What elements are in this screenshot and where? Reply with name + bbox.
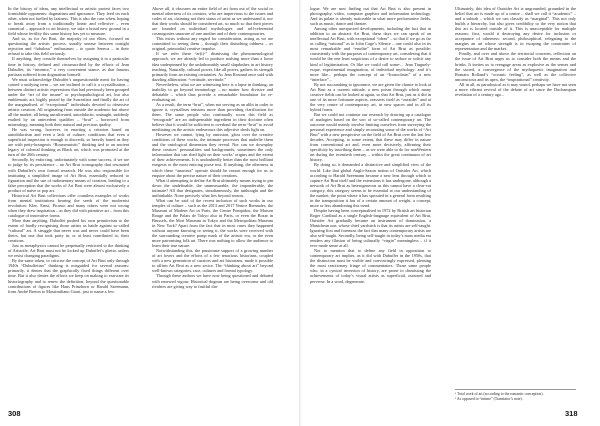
left-page-column-2 xyxy=(152,6,273,406)
footnote-1: ¹ Total work of art (according to the romantic conception). xyxy=(455,392,544,396)
paragraph: In the history of ideas, any intellectual or artistic protest faces two formidable opponents: dogmatism and ignorance. They feed on each other, when not fuelled by laziness. This is also the case when, hoping to break away from a traditionally linear and reflexive – even canonical – approach to art history, we take a broad new ground in a field whose fertility this same history has yet to measure. xyxy=(8,6,129,37)
paragraph: And so, as for Art Brut, the majority of our élites, focused on questioning the artistic process, usually unease between outright rejection and “fabulous” enthusiasm – to quote Seneca – in their refusal to take this field seriously. xyxy=(8,36,129,57)
paragraph: Not to mention that to define any field in opposition to contemporary art implies, as it did with Dubuffet in the 1950s, that the distinction must be visible and convincingly expressed, pleasing the most reactionary fringe of commentators. Those same people who, in a cynical inversion of history, are prone to dismissing the achievements of today’s visual artists as superficial, outsized and perverse. In a word, degenerate. xyxy=(310,248,431,284)
paragraph: Secondly, by enforcing, unfortunately with some success, if we are to judge by its persistence – an Art Brut iconography that resonated with Dubuffet’s own formal research. He was also responsible for instituting a simplified image of Art Brut, essentially reduced to figuration and the use of rudimentary means of creation, leading to a false perception that the works of Art Brut were almost exclusively a product of naïve or pop art. xyxy=(8,157,129,193)
paragraph: He was wrong, however, in enacting a criterion based on autodidactism and even a lack of culture, conditions that even a superficial inspection is enough to discredit, so heavily based as they are with petty-bourgeois “Rousseauistic” thinking tied to an ancient legacy of colonial thinking as Black art, which was promoted at the turn of the 20th century. xyxy=(8,127,129,158)
page-number-right: 318 xyxy=(565,409,578,418)
paragraph: More than anything, Dubuffet pushed his own primitivism to the extent of hardly recognising those artists as battle against so-called “cultural” art. A struggle that never was and never could have been theirs, but one that took party in, or at least contributed to, their creations. xyxy=(8,217,129,244)
paragraph: Nevertheless, what we are witnessing here is a lapse in thinking, an inability to go beyond terminology – no matter how divisive and debatable – which thus provide a remarkable foundation for re-evaluating art. xyxy=(152,81,273,102)
paragraph: What if attempting to define Art Brut ultimately means trying to pin down the undefinable, the unmeasurable, the imponderable, the intimate? All that designates, simultaneously, the unthought and the unthinkable. None precisely what lies beyond reason. xyxy=(152,177,273,198)
paragraph: This exists without any regard for consideration, acting as we are committed to seeing them – through their disturbing oddness – as original, primordial creative impulse. xyxy=(152,36,273,52)
paragraph: However we cannot, lying by omission, gloss over the creative conditions of these works, the intimate processes that underlie them and the ontological dimension they reveal. Nor can we downplay these creators’ personalities and backgrounds, sometimes the only information that can shed light on their works’ origins and the extent of their achievements. It is undoubtedly better than the most brilliant exegesis or the most enticing prose text. If anything, the otherness in which these “anartists” operate should be reason enough for us to enquire about the precise nature of their creations. xyxy=(152,132,273,178)
paragraph: Despite having been conceptualised in 1972 by British art historian Roger Cardinal as a single English-language equivalent of Art Brut, Outsider Art gradually became an instrument of domination, a Manichean one, whose chief yardstick is that its artists are self-taught. Ignoring first and foremost the fact that many contemporary artists are also self-taught. Secondly, being self-taught in today’s mass media era renders any illusion of being culturally “virgin” meaningless – if it ever made sense at all. xyxy=(310,207,431,249)
paragraph: Finally, and over and above the territorial concerns, reflection on the issue of Art Brut urges us to consider both the means and the brinks. It invites us to reengage areas as explosive as the senses and the sacred, a convergence of the mythopoetic imagination and Romain Rolland’s “oceanic feeling”, as well as the collective unconscious and its apex, the “inspirational” creativity. xyxy=(455,51,576,82)
paragraph: What can be said of the recent inclusion of such works in our temples of culture – such as the 2013 and 2017 Venice Biennales, the Museum of Modern Art in Paris, the Centre Pompidou, the Maison Rouge and the Palais de Tokyo also in Paris, or even the Bozar in Brussels, the Mori Museum in Tokyo and the Metropolitan Museum in New York? Apart from the fact that in most cases they happened without anyone knowing or seeing it, the works were received with the surrounding creative pomp mark of the artistic era, or the even more patronising folk art. There was nothing to allow the audience to learn their true nature. xyxy=(152,197,273,249)
right-page-column-1 xyxy=(310,6,431,406)
paragraph: Among other unexpected developments, including the fact that in addition to an abstract Art Brut, these days we can speak of an intellectual Art Brut, with exceptional “ideas” – so that if we go as far as calling “rational” as in John Cage’s Silence – one could also in its most remarkable and “erudite” form of Art Brut as possible: consistently with the purposes of contemporary art, considering that it would be the one least suspicious of a desire to seduce or solicit any kind of legitimisation. Or like we could call some-... Jean Tinguely-esque, experimental imagination, of individual mythology: and it’s more like... perhaps the concept of an “Iconoclasm” of a new “interface”... xyxy=(310,26,431,82)
paragraph: By the same token, to criticise the concept of Art Brut only through 1940s “Dubuffetian” thinking is misguided for several reasons: primarily, it denies that the graphically fixed things different over time. But it also denies the efforts we keep on making to extricate its historiography and to renew the definition, beyond the questionable contributions of figures like Hans Prinzhorn or Harald Szeemann, from André Breton to Massimiliano Gioni, just to name a few. xyxy=(8,258,129,294)
footnote-2: ² As opposed to “intime” (Translator’s note). xyxy=(455,396,523,401)
page-number-left: 308 xyxy=(8,409,21,418)
paragraph: If we refer these “ar(t)-” dismissing the phenomenological approach, we are already led to produce nothing more than a loose idea underpinned by the unfathomably small slapdashes in art history teaching. Naturally, cultural power, like all power, gathers its strength primarily from an existing certainties. As Jean Rostand once said with dazzling alliteration: “certitude, servitude.” xyxy=(152,51,273,82)
paragraph: Notwithstanding this, the passionate support of a growing number of art lovers and the efforts of a few tenacious historians, coupled with a new generation of curators and art historians, made it possible to affirm Art Brut as a new sector. The “thinking about art” beyond well-known categories, race, cultures and formal typology. xyxy=(152,248,273,274)
paragraph: Through these authors we have now being questioned and debated with renewed vigour. Historical dogmas are being overcome and old rivalries are giving way to fruitful dia- xyxy=(152,273,273,289)
paragraph: Above all, it obscures an entire field of art from out of the social or mental otherness of its creators, who are impervious to the issues and codes of art, claiming not their status of artist as we understand it, nor that their works should be considered art, so much so that their pieces are founded on individual mythologies and self-referential cosmogonies unaware of one another and of their contemporaries. xyxy=(152,6,273,37)
paragraph: As a result, the term “brut”, when not serving as an alibi in order to ignore it, crystallises tensions more than providing clarification for them. The same people who continually scorn this field as “retrograde” are an indispensable ingredient in their doctrine often believe that it would be sufficient to overhaul the term “brut” to avoid meditating on the artistic endeavours this adjective sheds light on. xyxy=(152,101,273,133)
paragraph: By not succumbing to ignorance, we are given the chance to look at Art Brut as a current attitude, a new prism through which many creative fields can be looked at again, so that Art Brut, just as it did in one of its more fortunate aspects, reasserts itself as “outsider” and at the very centre of contemporary art, in new spaces and in all its hybrid forms. xyxy=(310,81,431,112)
paragraph: logue. We are now finding out that Art Brut is also present in photography, video, computer graphics and information technology. And its palate is already noticeable in what more performative fields, such as music, dance and theatre. xyxy=(310,6,431,27)
paragraph: If anything, they console themselves by assigning it to a particular time in history, defined and circumscribed by the efforts of Jean Dubuffet, its “inventor,” a very convenient stance, as that famous partisan suffered from dogmatism himself. xyxy=(8,56,129,77)
paragraph: But we could not continue our research by drawing up a catalogue of analogies based on the sort of so-called contemporary art. The outcome would mainly involve limiting ourselves from surveying the personal experience and simply recounting some of the works of “Art Brut” with a new perspective on the field of Art Brut over the last few decades. Accepting, to some extent, that these may differ in nature from conventional art and, even more decisively, affirming their specificity by inscribing them – as we were able to do for nonWestern art during the twentieth century – within the great continuum of art history. xyxy=(310,111,431,163)
right-page-column-2 xyxy=(455,6,576,406)
paragraph: All in all, as paradoxical as it may sound, perhaps we have not seen a more vibrant revival of the debate of art since the Duchampian revelation of a century ago... xyxy=(455,81,576,97)
left-page-column-1 xyxy=(8,6,129,406)
paragraph: By doing so, it demanded a distinctive and simplified view of the world. Like that global Anglo-Saxon notion of Outsider Art, which according to Harald Szeemann became a new lens through which to capture Art Brut itself and the extensions it has undergone, although a network of Art Brut as heterogeneous as this cannot have a clear-cut category, this category seems to be essential to our understanding of the market; the point where it has sprouted in a general form resulting in the transposition it has of a certain amount of weight, a concept, more or less abandoning this trend. xyxy=(310,162,431,208)
paragraph: Just as metaphysics cannot be perpetually restricted to the thinking of Aristotle, Art Brut must not be locked up Dubuffet’s ghetto, unless we resist changing paradigms. xyxy=(8,243,129,259)
book-spine xyxy=(299,0,301,426)
footnotes xyxy=(455,389,576,401)
paragraph: Ultimately, this idea of Outsider Art is ungrounded, grounded in the belief that art is made up of a centre – shall we call it “academic” – and a suburb – which we can classify as “marginal”. This not only builds a hierarchy, but also gives credibility to the very notion that this art is located outside of it. This is unacceptable for multiple reasons: first, would it destroying any desire for inclusion or acceptance of otherness: second, philosophical, relegating to the margins an art whose strength is in escaping the constraints of representation and the market. xyxy=(455,6,576,52)
paragraph: We must acknowledge Dubuffet’s unquestionable merit for having coined a unifying term – we are inclined to call it a crystallisation – between distinct artistic expressions that had previously been grouped under the “art of the insane” or psychopathological art, but also emblematic art, highly prized by the Surrealists and finally the art of the marginalised, of “exceptional” individuals devoted to obsessive artistic creation. All originating from outside the academic but above all the market, all being uncultivated, autodidactic, untaught, suddenly exalted by an antecedent qualifier – “brut” – borrowed from mineralogy, meaning both their natural and precious quality. xyxy=(8,76,129,128)
paragraph: Historical Art Brut collections offer countless examples of works from mental institutions bearing the seeds of the modernist revolution: Klee, Ernst, Picasso and many others were not wrong when they drew inspiration – as they did with primitive art – from this catalogue of innovative forms. xyxy=(8,192,129,218)
